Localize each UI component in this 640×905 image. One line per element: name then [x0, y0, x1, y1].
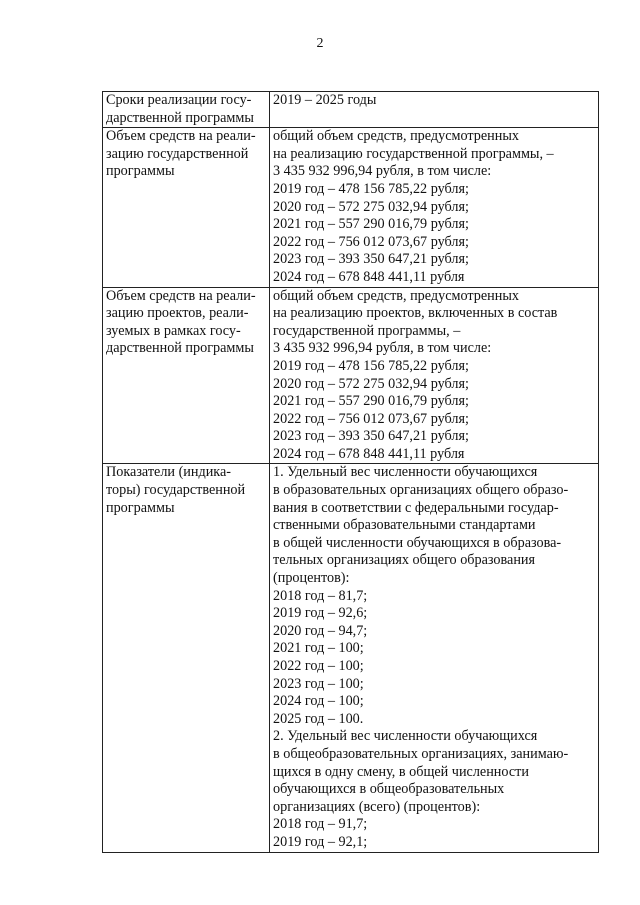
value-line: обучающихся в общеобразовательных	[273, 781, 505, 798]
value-line: 2025 год – 100.	[273, 710, 364, 727]
row-value-cell	[270, 287, 599, 464]
table-row	[103, 287, 599, 464]
value-line: 2024 год – 678 848 441,11 рубля	[273, 445, 465, 462]
row-label-cell	[103, 464, 270, 852]
value-line: 2021 год – 557 290 016,79 рубля;	[273, 393, 469, 410]
value-line: 2023 год – 393 350 647,21 рубля;	[273, 251, 469, 268]
value-line: 2023 год – 100;	[273, 675, 364, 692]
row-value-cell	[270, 92, 599, 128]
label-line: дарственной программы	[106, 340, 254, 357]
page-number: 2	[316, 36, 324, 51]
value-line: в общеобразовательных организациях, занимаю-	[273, 745, 569, 762]
value-line: организациях (всего) (процентов):	[273, 798, 481, 815]
table-row	[103, 464, 599, 852]
label-line: зацию государственной	[106, 145, 249, 162]
row-label-cell	[103, 287, 270, 464]
label-line: Показатели (индика-	[106, 464, 231, 481]
row-value-cell	[270, 128, 599, 287]
value-line: вания в соответствии с федеральными государ-	[273, 499, 559, 516]
value-line: в образовательных организациях общего образо-	[273, 482, 569, 499]
value-line: 2024 год – 678 848 441,11 рубля	[273, 268, 465, 285]
row-label-cell	[103, 128, 270, 287]
value-line: 2019 год – 478 156 785,22 рубля;	[273, 180, 469, 197]
value-line: на реализацию государственной программы, –	[273, 145, 554, 162]
value-line: 2. Удельный вес численности обучающихся	[273, 728, 538, 745]
value-line: 2019 год – 92,6;	[273, 605, 368, 622]
label-line: программы	[106, 163, 175, 180]
value-line: 2020 год – 94,7;	[273, 622, 368, 639]
value-line: 2018 год – 91,7;	[273, 816, 368, 833]
program-passport-table	[102, 91, 599, 853]
table-row	[103, 92, 599, 128]
row-label-cell	[103, 92, 270, 128]
table-row	[103, 128, 599, 287]
value-line: 2019 год – 92,1;	[273, 833, 368, 850]
value-line: 2021 год – 557 290 016,79 рубля;	[273, 216, 469, 233]
value-line: 2022 год – 756 012 073,67 рубля;	[273, 233, 469, 250]
value-line: в общей численности обучающихся в образова-	[273, 534, 562, 551]
label-line: зуемых в рамках госу-	[106, 322, 241, 339]
table-body	[103, 92, 599, 853]
value-line: 2019 год – 478 156 785,22 рубля;	[273, 357, 469, 374]
value-line: 2020 год – 572 275 032,94 рубля;	[273, 198, 469, 215]
value-line: (процентов):	[273, 570, 350, 587]
value-line: тельных организациях общего образования	[273, 552, 536, 569]
value-line: 2024 год – 100;	[273, 693, 364, 710]
value-line: 3 435 932 996,94 рубля, в том числе:	[273, 163, 492, 180]
label-line: зацию проектов, реали-	[106, 305, 249, 322]
value-line: 2019 – 2025 годы	[273, 92, 377, 108]
row-value-cell	[270, 464, 599, 852]
value-line: на реализацию проектов, включенных в состав	[273, 305, 558, 322]
value-line: общий объем средств, предусмотренных	[273, 128, 519, 145]
label-line: Объем средств на реали-	[106, 128, 256, 145]
value-line: 2023 год – 393 350 647,21 рубля;	[273, 428, 469, 445]
label-line: Сроки реализации госу-	[106, 92, 252, 108]
value-line: 1. Удельный вес численности обучающихся	[273, 464, 538, 481]
label-line: Объем средств на реали-	[106, 287, 256, 304]
label-line: дарственной программы	[106, 109, 254, 126]
value-line: 2020 год – 572 275 032,94 рубля;	[273, 375, 469, 392]
value-line: общий объем средств, предусмотренных	[273, 287, 519, 304]
value-line: государственной программы, –	[273, 322, 461, 339]
label-line: торы) государственной	[106, 482, 246, 499]
value-line: 2022 год – 100;	[273, 658, 364, 674]
value-line: щихся в одну смену, в общей численности	[273, 763, 529, 780]
value-line: 3 435 932 996,94 рубля, в том числе:	[273, 340, 492, 357]
value-line: 2021 год – 100;	[273, 640, 364, 657]
value-line: 2022 год – 756 012 073,67 рубля;	[273, 410, 469, 427]
value-line: ственными образовательными стандартами	[273, 517, 536, 534]
label-line: программы	[106, 499, 175, 516]
value-line: 2018 год – 81,7;	[273, 587, 368, 604]
